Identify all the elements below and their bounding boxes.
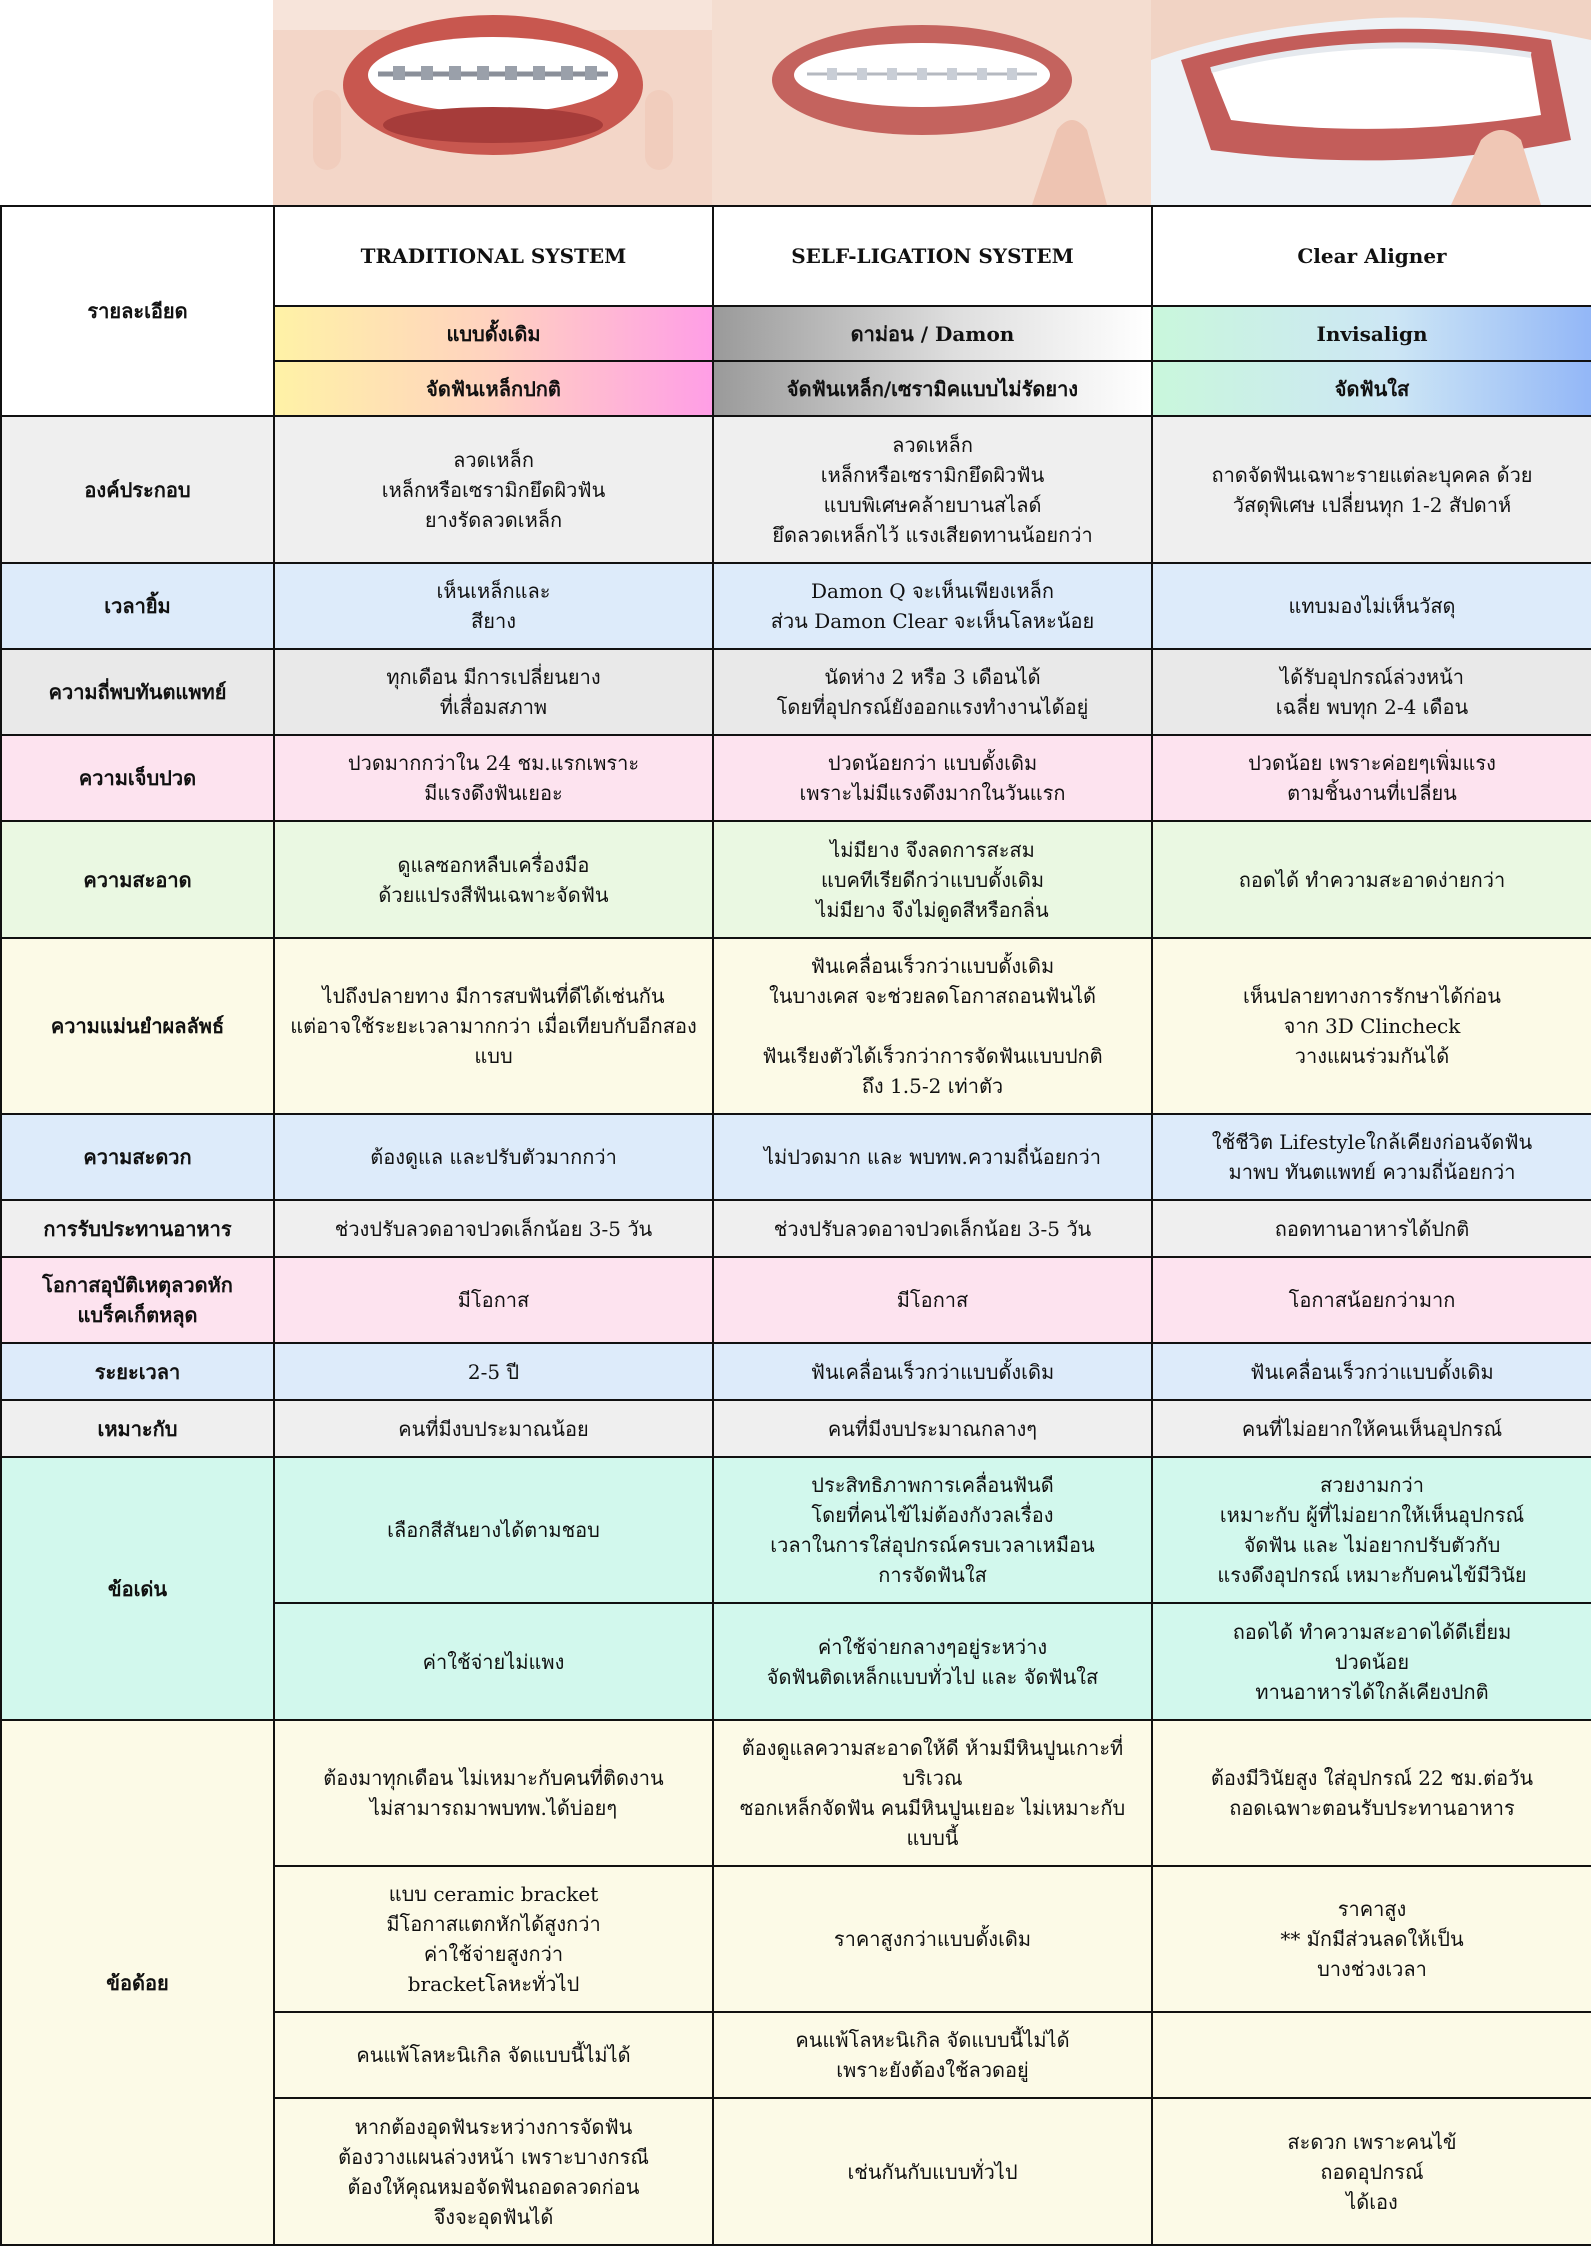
cell-self-ligation: ค่าใช้จ่ายกลางๆอยู่ระหว่าง จัดฟันติดเหล็กแบบทั่วไป และ จัดฟันใส bbox=[713, 1603, 1152, 1720]
table-row-suitable bbox=[1, 1400, 1591, 1457]
table-row-visits bbox=[1, 649, 1591, 735]
cell-clear-aligner: เห็นปลายทางการรักษาได้ก่อน จาก 3D Clincheck วางแผนร่วมกันได้ bbox=[1152, 938, 1591, 1114]
cell-traditional: 2-5 ปี bbox=[274, 1343, 713, 1400]
cell-clear-aligner: แทบมองไม่เห็นวัสดุ bbox=[1152, 563, 1591, 649]
table-row-duration bbox=[1, 1343, 1591, 1400]
table-row-eating bbox=[1, 1200, 1591, 1257]
cell-traditional: ไปถึงปลายทาง มีการสบฟันที่ดีได้เช่นกัน แต่อาจใช้ระยะเวลามากกว่า เมื่อเทียบกับอีกสอง แบบ bbox=[274, 938, 713, 1114]
cell-clear-aligner: ใช้ชีวิต Lifestyleใกล้เคียงก่อนจัดฟัน มาพบ ทันตแพทย์ ความถี่น้อยกว่า bbox=[1152, 1114, 1591, 1200]
table-row-cleanliness bbox=[1, 821, 1591, 938]
table-row-smile bbox=[1, 563, 1591, 649]
table-row-accuracy bbox=[1, 938, 1591, 1114]
cell-clear-aligner: ถอดทานอาหารได้ปกติ bbox=[1152, 1200, 1591, 1257]
clear-aligner-photo bbox=[1151, 0, 1591, 205]
cell-traditional: ช่วงปรับลวดอาจปวดเล็กน้อย 3-5 วัน bbox=[274, 1200, 713, 1257]
col-sub2-self-ligation: จัดฟันเหล็ก/เซรามิคแบบไม่รัดยาง bbox=[713, 361, 1152, 416]
cell-traditional: ปวดมากกว่าใน 24 ชม.แรกเพราะ มีแรงดึงฟันเยอะ bbox=[274, 735, 713, 821]
cell-self-ligation: ฟันเคลื่อนเร็วกว่าแบบดั้งเดิม ในบางเคส จะช่วยลดโอกาสถอนฟันได้ ฟันเรียงตัวได้เร็วกว่าการจัดฟันแบบปกติ ถึง 1.5-2 เท่าตัว bbox=[713, 938, 1152, 1114]
cell-clear-aligner: ถอดได้ ทำความสะอาดได้ดีเยี่ยม ปวดน้อย ทานอาหารได้ใกล้เคียงปกติ bbox=[1152, 1603, 1591, 1720]
cell-self-ligation: ปวดน้อยกว่า แบบดั้งเดิม เพราะไม่มีแรงดึงมากในวันแรก bbox=[713, 735, 1152, 821]
cell-clear-aligner: สะดวก เพราะคนไข้ ถอดอุปกรณ์ ได้เอง bbox=[1152, 2098, 1591, 2245]
braces-smile-photo bbox=[273, 0, 712, 205]
cell-clear-aligner: ฟันเคลื่อนเร็วกว่าแบบดั้งเดิม bbox=[1152, 1343, 1591, 1400]
cell-traditional: เห็นเหล็กและ สียาง bbox=[274, 563, 713, 649]
cell-self-ligation: ไม่ปวดมาก และ พบทพ.ความถี่น้อยกว่า bbox=[713, 1114, 1152, 1200]
table-row-convenience bbox=[1, 1114, 1591, 1200]
cell-self-ligation: มีโอกาส bbox=[713, 1257, 1152, 1343]
table-row-accident bbox=[1, 1257, 1591, 1343]
cell-traditional: คนแพ้โลหะนิเกิล จัดแบบนี้ไม่ได้ bbox=[274, 2012, 713, 2098]
row-label: ความเจ็บปวด bbox=[1, 735, 274, 821]
cell-clear-aligner bbox=[1152, 2012, 1591, 2098]
cell-clear-aligner: ราคาสูง ** มักมีส่วนลดให้เป็น บางช่วงเวลา bbox=[1152, 1866, 1591, 2012]
row-label: ความสะอาด bbox=[1, 821, 274, 938]
cell-traditional: ลวดเหล็ก เหล็กหรือเซรามิกยึดผิวฟัน ยางรัดลวดเหล็ก bbox=[274, 416, 713, 563]
col-sub2-clear-aligner: จัดฟันใส bbox=[1152, 361, 1591, 416]
cell-traditional: คนที่มีงบประมาณน้อย bbox=[274, 1400, 713, 1457]
cell-traditional: หากต้องอุดฟันระหว่างการจัดฟัน ต้องวางแผนล่วงหน้า เพราะบางกรณี ต้องให้คุณหมอจัดฟันถอดลวดก่อน จึงจะอุดฟันได้ bbox=[274, 2098, 713, 2245]
cell-clear-aligner: คนที่ไม่อยากให้คนเห็นอุปกรณ์ bbox=[1152, 1400, 1591, 1457]
col-sub1-clear-aligner: Invisalign bbox=[1152, 306, 1591, 361]
table-row-components bbox=[1, 416, 1591, 563]
cell-self-ligation: ราคาสูงกว่าแบบดั้งเดิม bbox=[713, 1866, 1152, 2012]
cell-traditional: ต้องมาทุกเดือน ไม่เหมาะกับคนที่ติดงาน ไม่สามารถมาพบทพ.ได้บ่อยๆ bbox=[274, 1720, 713, 1866]
col-title-clear-aligner: Clear Aligner bbox=[1152, 206, 1591, 306]
cell-clear-aligner: ถาดจัดฟันเฉพาะรายแต่ละบุคคล ด้วย วัสดุพิเศษ เปลี่ยนทุก 1-2 สัปดาห์ bbox=[1152, 416, 1591, 563]
col-sub1-traditional: แบบดั้งเดิม bbox=[274, 306, 713, 361]
row-label: ข้อเด่น bbox=[1, 1457, 274, 1720]
cell-clear-aligner: สวยงามกว่า เหมาะกับ ผู้ที่ไม่อยากให้เห็นอุปกรณ์ จัดฟัน และ ไม่อยากปรับตัวกับ แรงดึงอุปกรณ์ เหมาะกับคนไข้มีวินัย bbox=[1152, 1457, 1591, 1603]
col-title-self-ligation: SELF-LIGATION SYSTEM bbox=[713, 206, 1152, 306]
cell-self-ligation: คนที่มีงบประมาณกลางๆ bbox=[713, 1400, 1152, 1457]
cell-clear-aligner: โอกาสน้อยกว่ามาก bbox=[1152, 1257, 1591, 1343]
row-label: ความแม่นยำผลลัพธ์ bbox=[1, 938, 274, 1114]
row-label: ความถี่พบทันตแพทย์ bbox=[1, 649, 274, 735]
table-row-pain bbox=[1, 735, 1591, 821]
col-sub1-self-ligation: ดาม่อน / Damon bbox=[713, 306, 1152, 361]
cell-clear-aligner: ถอดได้ ทำความสะอาดง่ายกว่า bbox=[1152, 821, 1591, 938]
row-label: องค์ประกอบ bbox=[1, 416, 274, 563]
cell-self-ligation: ไม่มียาง จึงลดการสะสม แบคทีเรียดีกว่าแบบดั้งเดิม ไม่มียาง จึงไม่ดูดสีหรือกลิ่น bbox=[713, 821, 1152, 938]
table-row-pros bbox=[1, 1457, 1591, 1603]
cell-self-ligation: ช่วงปรับลวดอาจปวดเล็กน้อย 3-5 วัน bbox=[713, 1200, 1152, 1257]
row-label: การรับประทานอาหาร bbox=[1, 1200, 274, 1257]
cell-self-ligation: ต้องดูแลความสะอาดให้ดี ห้ามมีหินปูนเกาะที่ บริเวณ ซอกเหล็กจัดฟัน คนมีหินปูนเยอะ ไม่เหมาะกับ แบบนี้ bbox=[713, 1720, 1152, 1866]
cell-clear-aligner: ปวดน้อย เพราะค่อยๆเพิ่มแรง ตามชิ้นงานที่เปลี่ยน bbox=[1152, 735, 1591, 821]
row-label: ข้อด้อย bbox=[1, 1720, 274, 2245]
table-row-cons bbox=[1, 1720, 1591, 1866]
cell-self-ligation: Damon Q จะเห็นเพียงเหล็ก ส่วน Damon Clear จะเห็นโลหะน้อย bbox=[713, 563, 1152, 649]
comparison-table bbox=[0, 205, 1591, 2246]
cell-clear-aligner: ได้รับอุปกรณ์ล่วงหน้า เฉลี่ย พบทุก 2-4 เดือน bbox=[1152, 649, 1591, 735]
cell-traditional: ดูแลซอกหลืบเครื่องมือ ด้วยแปรงสีฟันเฉพาะจัดฟัน bbox=[274, 821, 713, 938]
ceramic-braces-smile-photo bbox=[712, 0, 1151, 205]
cell-traditional: ค่าใช้จ่ายไม่แพง bbox=[274, 1603, 713, 1720]
row-label: เวลายิ้ม bbox=[1, 563, 274, 649]
row-label: ความสะดวก bbox=[1, 1114, 274, 1200]
row-label: เหมาะกับ bbox=[1, 1400, 274, 1457]
cell-self-ligation: ฟันเคลื่อนเร็วกว่าแบบดั้งเดิม bbox=[713, 1343, 1152, 1400]
cell-self-ligation: ลวดเหล็ก เหล็กหรือเซรามิกยึดผิวฟัน แบบพิเศษคล้ายบานสไลด์ ยึดลวดเหล็กไว้ แรงเสียดทานน้อยกว่า bbox=[713, 416, 1152, 563]
cell-traditional: แบบ ceramic bracket มีโอกาสแตกหักได้สูงกว่า ค่าใช้จ่ายสูงกว่า bracketโลหะทั่วไป bbox=[274, 1866, 713, 2012]
col-title-traditional: TRADITIONAL SYSTEM bbox=[274, 206, 713, 306]
cell-self-ligation: คนแพ้โลหะนิเกิล จัดแบบนี้ไม่ได้ เพราะยังต้องใช้ลวดอยู่ bbox=[713, 2012, 1152, 2098]
col-sub2-traditional: จัดฟันเหล็กปกติ bbox=[274, 361, 713, 416]
cell-traditional: เลือกสีสันยางได้ตามชอบ bbox=[274, 1457, 713, 1603]
photo-strip bbox=[0, 0, 1591, 205]
cell-traditional: ทุกเดือน มีการเปลี่ยนยาง ที่เสื่อมสภาพ bbox=[274, 649, 713, 735]
cell-self-ligation: เช่นกันกับแบบทั่วไป bbox=[713, 2098, 1152, 2245]
cell-self-ligation: นัดห่าง 2 หรือ 3 เดือนได้ โดยที่อุปกรณ์ยังออกแรงทำงานได้อยู่ bbox=[713, 649, 1152, 735]
cell-traditional: ต้องดูแล และปรับตัวมากกว่า bbox=[274, 1114, 713, 1200]
cell-traditional: มีโอกาส bbox=[274, 1257, 713, 1343]
corner-label: รายละเอียด bbox=[1, 206, 274, 416]
cell-self-ligation: ประสิทธิภาพการเคลื่อนฟันดี โดยที่คนไข้ไม่ต้องกังวลเรื่อง เวลาในการใส่อุปกรณ์ครบเวลาเหมือน การจัดฟันใส bbox=[713, 1457, 1152, 1603]
row-label: โอกาสอุบัติเหตุลวดหัก แบร็คเก็ตหลุด bbox=[1, 1257, 274, 1343]
row-label: ระยะเวลา bbox=[1, 1343, 274, 1400]
cell-clear-aligner: ต้องมีวินัยสูง ใส่อุปกรณ์ 22 ชม.ต่อวัน ถอดเฉพาะตอนรับประทานอาหาร bbox=[1152, 1720, 1591, 1866]
